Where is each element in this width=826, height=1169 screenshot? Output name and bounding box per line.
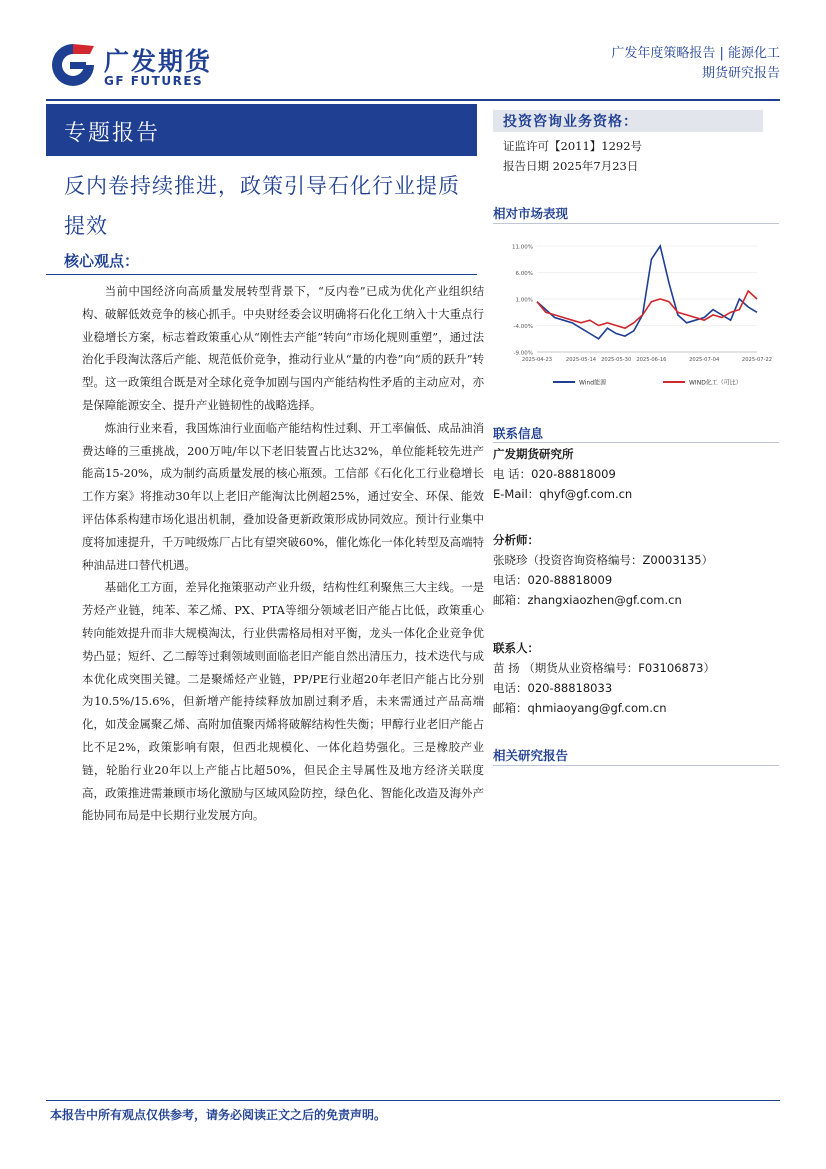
header-report-type: 期货研究报告 [701,66,780,81]
y-tick-label: 11.00% [512,244,533,251]
relative-market-chart [493,232,779,398]
analyst-block [493,530,713,610]
paragraph-chemicals: 基础化工方面，差异化拖策驱动产业升级，结构性红利聚焦三大主线。一是芳烃产业链，纯苯、苯乙烯、PX、PTA等细分领域老旧产能占比低，政策重心转向能效提升而非大规模淘汰，行业供需格局相对平衡，龙头一体化企业竞争优势凸显；短纤、乙二醇等过剩领域则面临老旧产能自然出清压力，技术迭代与成本优化成突围关键。二是聚烯烃产业链，PP/PE行业超20年老旧产能占比分别为10.5%/15.6%，但新增产能持续释放加剧过剩矛盾，未来需通过产品高端化，如茂金属聚乙烯、高附加值聚丙烯将破解结构性失衡；甲醇行业老旧产能占比不足2%，政策影响有限，但西北规模化、一体化趋势强化。三是橡胶产业链，轮胎行业20年以上产能占比超50%，但民企主导属性及地方经济关联度高，政策推进需兼顾市场化激励与区域风险防控，绿色化、智能化改造及海外产能协同布局是中长期行业发展方向。 [82,580,484,823]
contact-title: 联系信息 [493,426,544,441]
x-tick-label: 2025-05-30 [601,357,632,363]
report-type-label: 专题报告 [64,121,161,146]
header-divider [46,99,780,101]
liaison-label: 联系人： [493,641,539,655]
logo-chinese: 广发期货 [104,47,213,76]
related-reports-title: 相关研究报告 [493,748,569,763]
header-category: 广发年度策略报告 | 能源化工 [611,46,780,61]
contact-email: E-Mail：qhyf@gf.com.cn [493,487,633,501]
related-divider [493,765,779,766]
logo-english: GF FUTURES [104,74,204,88]
page-title: 反内卷持续推进，政策引导石化行业提质提效 [64,174,460,238]
report-body [82,280,484,827]
analyst-tel: 电话：020-88818009 [493,573,613,587]
contact-org: 广发期货研究所 [493,447,574,461]
analyst-email: 邮箱：zhangxiaozhen@gf.com.cn [493,593,682,607]
analyst-label: 分析师： [493,533,539,547]
x-tick-label: 2025-04-23 [521,357,553,363]
x-tick-label: 2025-05-14 [565,357,597,363]
x-tick-label: 2025-07-04 [689,357,720,363]
contact-tel: 电 话：020-88818009 [493,467,616,481]
y-tick-label: -4.00% [513,324,533,330]
liaison-name: 苗 扬 （期货从业资格编号：F03106873） [493,661,715,675]
y-tick-label: -9.00% [513,350,533,357]
footer-divider [46,1100,780,1101]
legend-label-1: WIND化工（可比） [689,379,742,387]
header-meta [611,44,780,84]
core-views-divider [46,274,477,275]
liaison-tel: 电话：020-88818033 [493,681,613,695]
license-number: 证监许可【2011】1292号 [503,139,643,153]
market-performance-title: 相对市场表现 [493,206,569,221]
x-tick-label: 2025-06-16 [636,357,667,363]
paragraph-intro: 当前中国经济向高质量发展转型背景下，“反内卷”已成为优化产业组织结构、破解低效竞争的核心抓手。中央财经委会议明确将石化化工纳入十大重点行业稳增长方案，标志着政策重心从“刚性去产能”转向“市场化规则重塑”，通过法治化手段淘汰落后产能、规范低价竞争，推动行业从“量的内卷”向“质的跃升”转型。这一政策组合既是对全球化竞争加剧与国内产能结构性矛盾的主动应对，亦是保障能源安全、提升产业链韧性的战略选择。 [82,284,484,412]
contact-block [493,444,632,504]
core-views-heading: 核心观点： [64,252,140,270]
analyst-name: 张晓珍（投资咨询资格编号：Z0003135） [493,553,714,567]
gf-logo-icon [50,42,96,88]
disclaimer-note: 本报告中所有观点仅供参考，请务必阅读正文之后的免责声明。 [50,1108,387,1122]
liaison-block [493,638,715,718]
paragraph-refining: 炼油行业来看，我国炼油行业面临产能结构性过剩、开工率偏低、成品油消费达峰的三重挑战，200万吨/年以下老旧装置占比达32%，单位能耗较先进产能高15-20%，成为制约高质量发展的核心瓶颈。工信部《石化化工行业稳增长工作方案》将推动30年以上老旧产能淘汰比例超25%，通过安全、环保、能效评估体系构建市场化退出机制，叠加设备更新政策形成协同效应。预计行业集中度将加速提升，千万吨级炼厂占比有望突破60%，催化炼化一体化转型及高端特种油品进口替代机遇。 [82,420,484,572]
legend-label-0: Wind能源 [579,379,607,387]
report-date: 报告日期 2025年7月23日 [503,159,639,173]
y-tick-label: 6.00% [515,271,533,277]
series-line-0 [537,246,757,339]
x-tick-label: 2025-07-22 [741,357,773,363]
liaison-email: 邮箱：qhmiaoyang@gf.com.cn [493,701,667,715]
y-tick-label: 1.00% [515,297,533,304]
qualification-title: 投资咨询业务资格： [503,114,638,130]
contact-divider [493,442,779,443]
market-divider [493,223,779,224]
